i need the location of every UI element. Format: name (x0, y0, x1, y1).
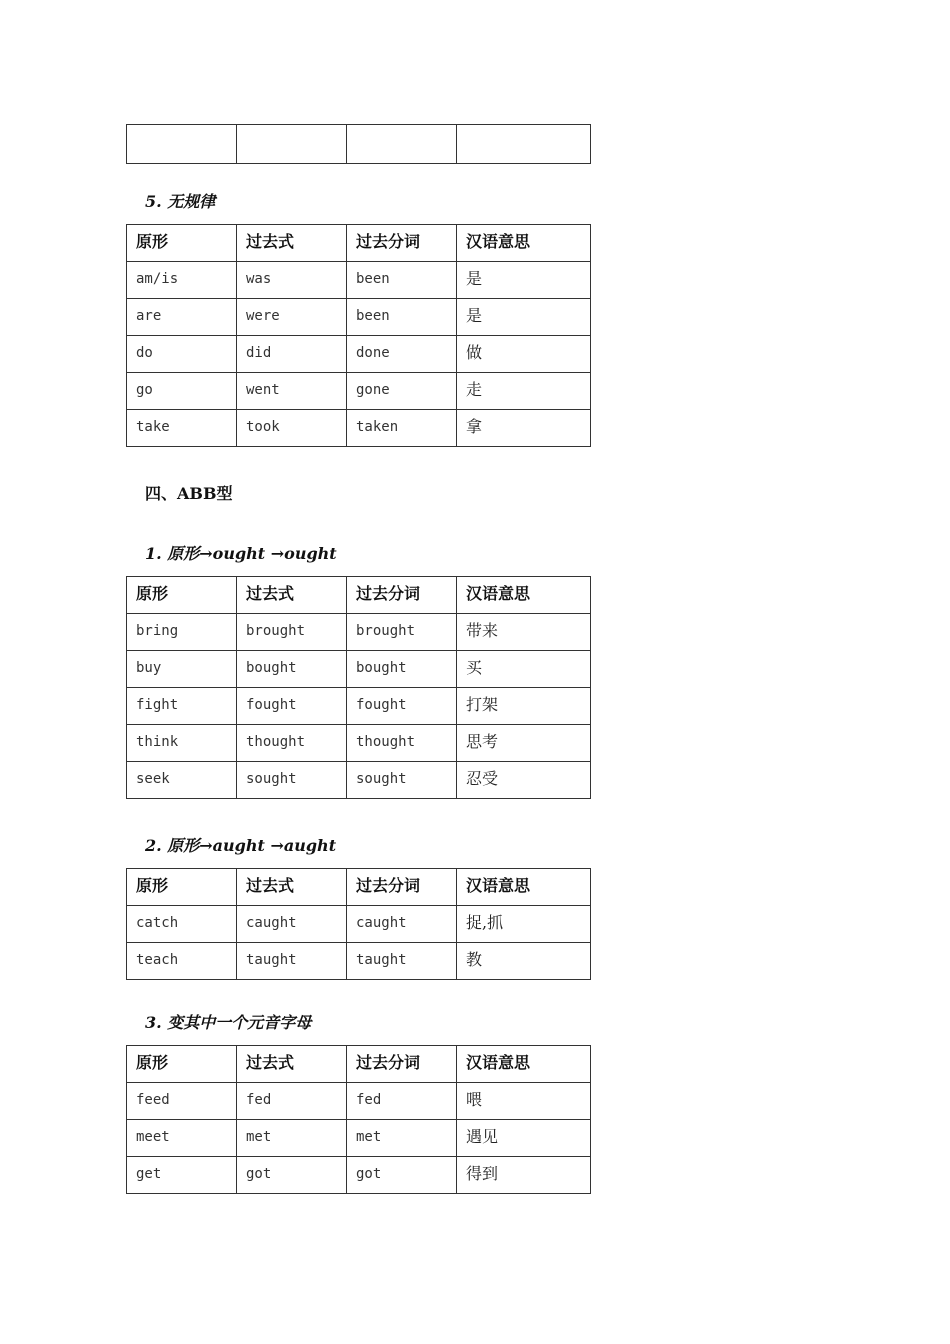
cell-past-participle-text: bought (356, 660, 407, 676)
cell-base-form (127, 262, 237, 299)
cell-chinese-meaning-text: 是 (466, 306, 483, 325)
header-base-form (127, 577, 237, 614)
cell-base-form (127, 299, 237, 336)
cell-base-form (127, 762, 237, 799)
cell-chinese-meaning-text: 忍受 (466, 769, 499, 788)
cell-base-form-text: meet (136, 1129, 170, 1145)
empty-cell (127, 125, 237, 164)
cell-past-tense-text: sought (246, 771, 297, 787)
cell-past-tense-text: went (246, 382, 280, 398)
cell-past-tense-text: caught (246, 915, 297, 931)
cell-chinese-meaning (457, 651, 591, 688)
cell-chinese-meaning (457, 336, 591, 373)
cell-past-tense-text: thought (246, 734, 306, 750)
cell-past-tense-text: brought (246, 623, 306, 639)
header-past-tense (237, 577, 347, 614)
cell-past-participle (347, 943, 457, 980)
cell-past-participle-text: fed (356, 1092, 382, 1108)
cell-past-participle-text: brought (356, 623, 416, 639)
header-chinese-meaning (457, 577, 591, 614)
cell-chinese-meaning (457, 1120, 591, 1157)
cell-base-form-text: do (136, 345, 153, 361)
cell-past-tense (237, 688, 347, 725)
cell-base-form-text: seek (136, 771, 170, 787)
cell-base-form-text: catch (136, 915, 179, 931)
cell-past-participle (347, 336, 457, 373)
aught-table (126, 868, 591, 980)
cell-base-form-text: bring (136, 623, 179, 639)
header-past-tense (237, 1046, 347, 1083)
section-title-vowel: 3. 变其中一个元音字母 (145, 1013, 312, 1032)
cell-past-participle-text: caught (356, 915, 407, 931)
header-past-tense-text: 过去式 (246, 232, 295, 251)
cell-past-tense-text: bought (246, 660, 297, 676)
cell-base-form-text: am/is (136, 271, 179, 287)
cell-past-participle-text: been (356, 271, 390, 287)
empty-cell (347, 125, 457, 164)
cell-past-participle-text: gone (356, 382, 390, 398)
cell-base-form-text: feed (136, 1092, 170, 1108)
header-past-participle (347, 225, 457, 262)
cell-base-form-text: are (136, 308, 162, 324)
carryover-table (126, 124, 591, 164)
section-title-aught: 2. 原形→aught →aught (145, 836, 337, 855)
header-base-form-text: 原形 (136, 232, 169, 251)
header-base-form-text: 原形 (136, 584, 169, 603)
cell-past-tense (237, 1157, 347, 1194)
cell-base-form-text: think (136, 734, 179, 750)
cell-chinese-meaning (457, 943, 591, 980)
cell-past-tense (237, 943, 347, 980)
cell-past-tense (237, 262, 347, 299)
header-past-participle-text: 过去分词 (356, 584, 421, 603)
cell-chinese-meaning (457, 614, 591, 651)
ought-table (126, 576, 591, 799)
table-row (127, 1157, 591, 1194)
table-row (127, 1083, 591, 1120)
header-base-form-text: 原形 (136, 876, 169, 895)
header-chinese-meaning-text: 汉语意思 (466, 876, 531, 895)
header-past-participle (347, 869, 457, 906)
section-title-ought: 1. 原形→ought →ought (145, 544, 337, 563)
cell-base-form (127, 373, 237, 410)
table-row (127, 906, 591, 943)
table-row (127, 336, 591, 373)
header-past-tense-text: 过去式 (246, 876, 295, 895)
header-past-tense (237, 225, 347, 262)
header-past-tense (237, 869, 347, 906)
header-row (127, 577, 591, 614)
cell-past-tense-text: fed (246, 1092, 272, 1108)
cell-chinese-meaning (457, 1083, 591, 1120)
cell-past-tense (237, 906, 347, 943)
table-row (127, 688, 591, 725)
cell-past-participle (347, 688, 457, 725)
cell-chinese-meaning-text: 做 (466, 343, 483, 362)
cell-past-tense (237, 1083, 347, 1120)
cell-past-participle-text: thought (356, 734, 416, 750)
cell-chinese-meaning (457, 1157, 591, 1194)
header-row (127, 1046, 591, 1083)
cell-base-form (127, 1120, 237, 1157)
cell-past-tense-text: taught (246, 952, 297, 968)
vowel-table (126, 1045, 591, 1194)
cell-chinese-meaning-text: 教 (466, 950, 483, 969)
cell-past-participle-text: done (356, 345, 390, 361)
header-past-tense-text: 过去式 (246, 1053, 295, 1072)
section-title-irregular: 5. 无规律 (145, 192, 216, 211)
cell-base-form (127, 336, 237, 373)
cell-past-participle (347, 614, 457, 651)
cell-chinese-meaning-text: 打架 (466, 695, 499, 714)
table-row (127, 262, 591, 299)
cell-chinese-meaning-text: 拿 (466, 417, 483, 436)
cell-chinese-meaning (457, 373, 591, 410)
cell-past-participle (347, 906, 457, 943)
cell-chinese-meaning-text: 是 (466, 269, 483, 288)
cell-base-form-text: get (136, 1166, 162, 1182)
cell-past-tense-text: took (246, 419, 280, 435)
cell-base-form (127, 943, 237, 980)
cell-past-tense (237, 651, 347, 688)
cell-past-tense (237, 614, 347, 651)
table-row (127, 614, 591, 651)
section-title-abb: 四、ABB型 (145, 484, 233, 503)
empty-cell (457, 125, 591, 164)
header-past-tense-text: 过去式 (246, 584, 295, 603)
cell-past-participle-text: taught (356, 952, 407, 968)
cell-chinese-meaning-text: 捉,抓 (466, 913, 504, 932)
cell-chinese-meaning-text: 带来 (466, 621, 499, 640)
header-base-form (127, 869, 237, 906)
table-row (127, 1120, 591, 1157)
cell-base-form (127, 688, 237, 725)
header-row (127, 225, 591, 262)
cell-past-participle-text: met (356, 1129, 382, 1145)
cell-past-participle (347, 299, 457, 336)
table-row (127, 725, 591, 762)
cell-past-participle-text: taken (356, 419, 399, 435)
header-chinese-meaning-text: 汉语意思 (466, 584, 531, 603)
cell-past-tense-text: was (246, 271, 272, 287)
table-row (127, 410, 591, 447)
cell-base-form (127, 725, 237, 762)
table-row (127, 373, 591, 410)
header-base-form (127, 1046, 237, 1083)
cell-base-form-text: take (136, 419, 170, 435)
header-chinese-meaning (457, 869, 591, 906)
cell-past-participle (347, 262, 457, 299)
cell-chinese-meaning (457, 688, 591, 725)
cell-past-tense (237, 299, 347, 336)
header-past-participle (347, 1046, 457, 1083)
table-row (127, 125, 591, 164)
cell-past-participle-text: been (356, 308, 390, 324)
table-row (127, 762, 591, 799)
table-row (127, 651, 591, 688)
cell-past-tense-text: met (246, 1129, 272, 1145)
cell-chinese-meaning-text: 思考 (466, 732, 499, 751)
header-row (127, 869, 591, 906)
cell-past-tense-text: did (246, 345, 272, 361)
cell-past-tense (237, 373, 347, 410)
cell-past-participle-text: sought (356, 771, 407, 787)
cell-past-tense-text: fought (246, 697, 297, 713)
cell-base-form-text: fight (136, 697, 179, 713)
cell-chinese-meaning (457, 262, 591, 299)
irregular-table (126, 224, 591, 447)
header-chinese-meaning (457, 1046, 591, 1083)
cell-past-tense-text: got (246, 1166, 272, 1182)
header-past-participle (347, 577, 457, 614)
cell-base-form (127, 1157, 237, 1194)
header-base-form (127, 225, 237, 262)
cell-chinese-meaning (457, 906, 591, 943)
cell-past-participle (347, 1120, 457, 1157)
empty-cell (237, 125, 347, 164)
cell-base-form (127, 1083, 237, 1120)
cell-chinese-meaning (457, 299, 591, 336)
cell-past-tense (237, 762, 347, 799)
cell-chinese-meaning-text: 遇见 (466, 1127, 499, 1146)
header-chinese-meaning-text: 汉语意思 (466, 232, 531, 251)
cell-past-participle (347, 725, 457, 762)
cell-base-form-text: teach (136, 952, 179, 968)
cell-chinese-meaning (457, 762, 591, 799)
cell-past-participle-text: got (356, 1166, 382, 1182)
table-row (127, 943, 591, 980)
header-past-participle-text: 过去分词 (356, 232, 421, 251)
cell-past-participle (347, 373, 457, 410)
cell-chinese-meaning-text: 得到 (466, 1164, 499, 1183)
cell-base-form (127, 651, 237, 688)
cell-past-tense (237, 336, 347, 373)
cell-past-tense (237, 410, 347, 447)
cell-past-participle (347, 762, 457, 799)
cell-past-participle (347, 1083, 457, 1120)
cell-base-form-text: go (136, 382, 153, 398)
cell-base-form (127, 906, 237, 943)
cell-past-participle (347, 651, 457, 688)
header-chinese-meaning (457, 225, 591, 262)
cell-chinese-meaning-text: 走 (466, 380, 483, 399)
cell-past-tense (237, 725, 347, 762)
cell-base-form (127, 614, 237, 651)
header-base-form-text: 原形 (136, 1053, 169, 1072)
cell-chinese-meaning-text: 喂 (466, 1090, 483, 1109)
cell-base-form-text: buy (136, 660, 162, 676)
cell-base-form (127, 410, 237, 447)
cell-chinese-meaning (457, 725, 591, 762)
cell-past-tense-text: were (246, 308, 280, 324)
cell-chinese-meaning-text: 买 (466, 658, 483, 677)
cell-past-tense (237, 1120, 347, 1157)
table-row (127, 299, 591, 336)
cell-past-participle (347, 1157, 457, 1194)
header-past-participle-text: 过去分词 (356, 876, 421, 895)
cell-chinese-meaning (457, 410, 591, 447)
cell-past-participle-text: fought (356, 697, 407, 713)
header-chinese-meaning-text: 汉语意思 (466, 1053, 531, 1072)
header-past-participle-text: 过去分词 (356, 1053, 421, 1072)
cell-past-participle (347, 410, 457, 447)
